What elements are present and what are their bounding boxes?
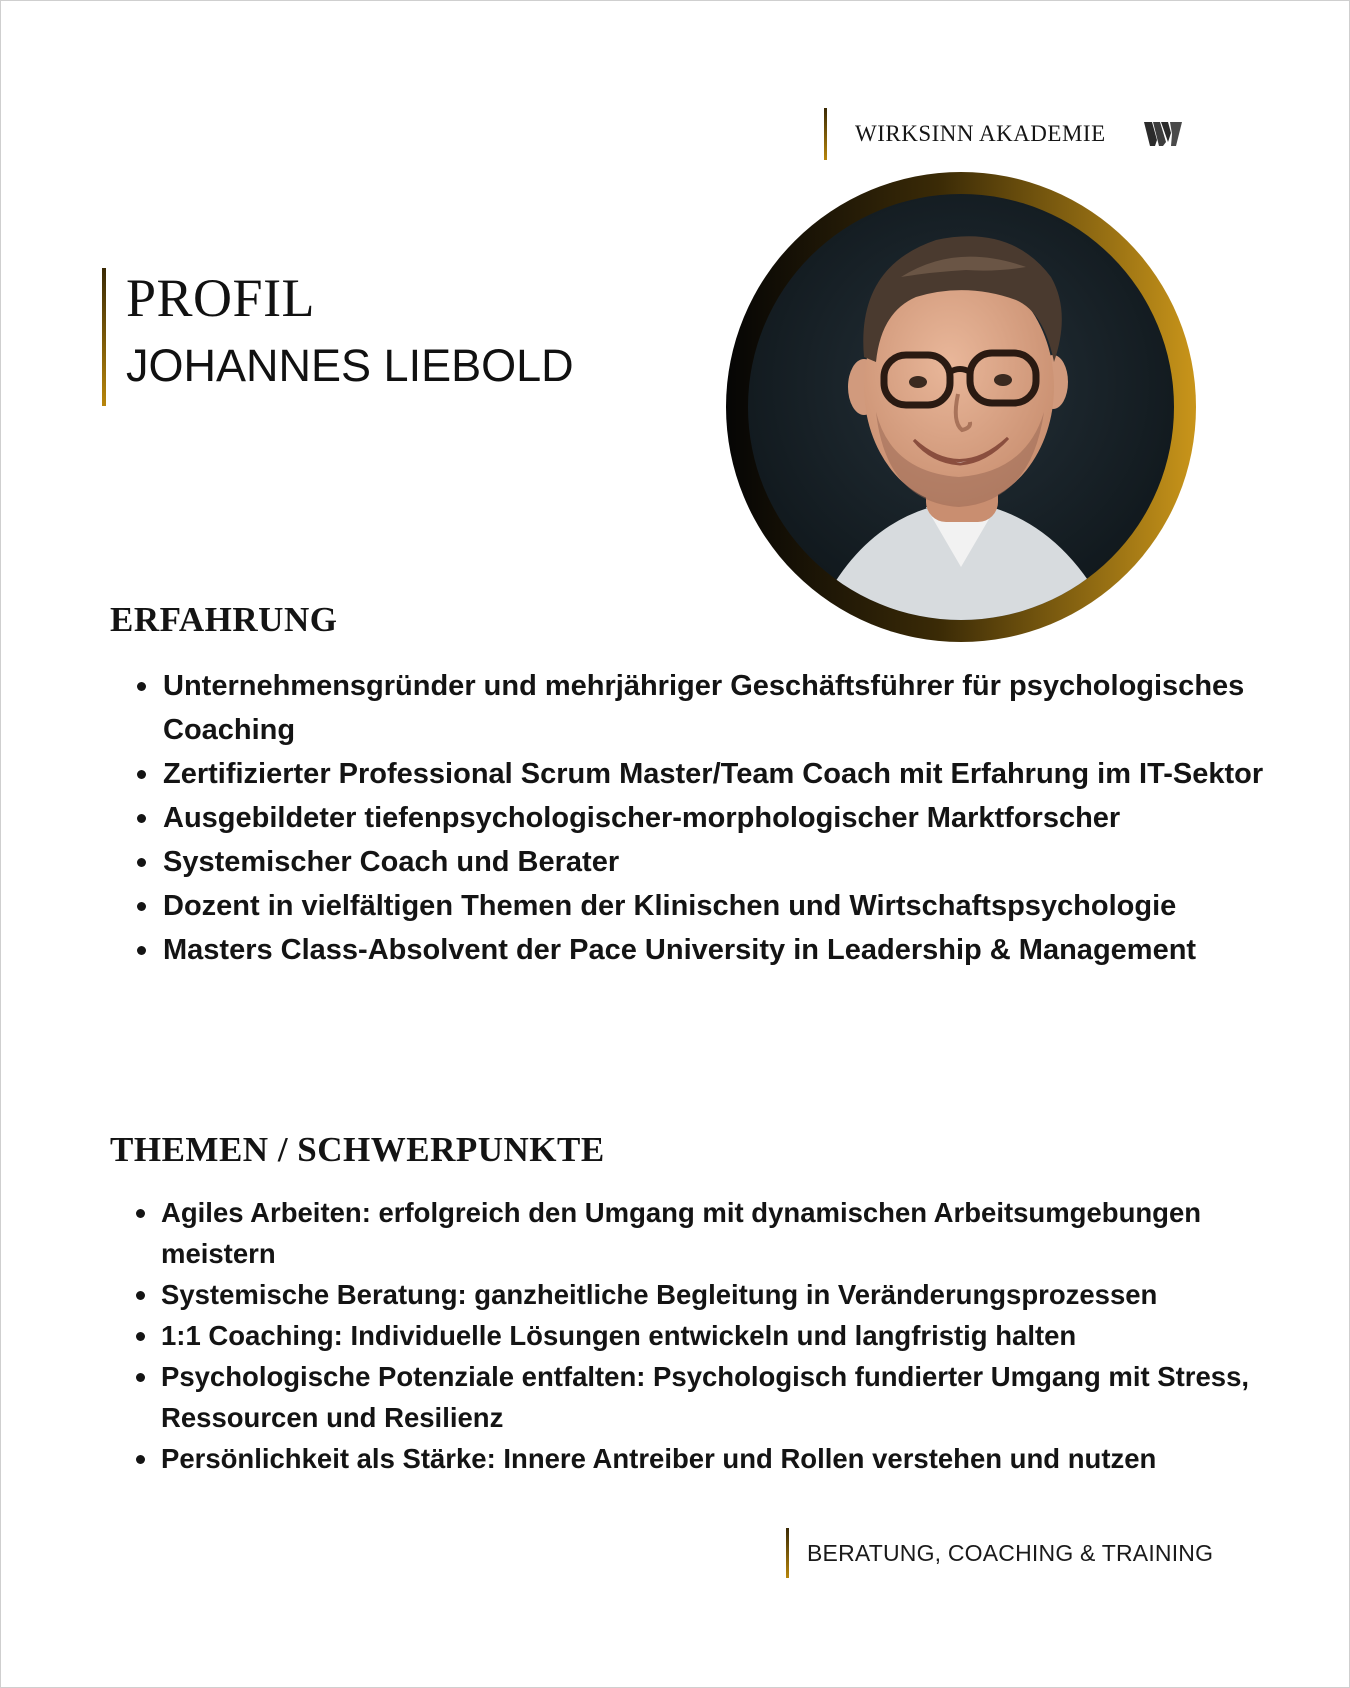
- themes-section: [110, 1130, 1270, 1479]
- list-item: Zertifizierter Professional Scrum Master/Team Coach mit Erfahrung im IT-Sektor: [163, 752, 1270, 796]
- page-title: PROFIL: [126, 268, 316, 328]
- portrait-photo: [726, 172, 1196, 642]
- title-block: [102, 268, 574, 406]
- themes-list: [110, 1192, 1270, 1479]
- experience-section: [110, 600, 1270, 972]
- list-item: Ausgebildeter tiefenpsychologischer-morphologischer Marktforscher: [163, 796, 1270, 840]
- list-item: Dozent in vielfältigen Themen der Klinischen und Wirtschaftspsychologie: [163, 884, 1270, 928]
- accent-bar: [824, 108, 827, 160]
- list-item: Unternehmensgründer und mehrjähriger Geschäftsführer für psychologisches Coaching: [163, 664, 1270, 752]
- footer-tagline-block: [786, 1528, 1213, 1578]
- list-item: Psychologische Potenziale entfalten: Psychologisch fundierter Umgang mit Stress, Ressourcen und Resilienz: [161, 1356, 1270, 1438]
- list-item: Systemische Beratung: ganzheitliche Begleitung in Veränderungsprozessen: [161, 1274, 1270, 1315]
- list-item: Agiles Arbeiten: erfolgreich den Umgang mit dynamischen Arbeitsumgebungen meistern: [161, 1192, 1270, 1274]
- experience-list: [110, 664, 1270, 972]
- brand-name: WIRKSINN AKADEMIE: [855, 121, 1106, 146]
- footer-tagline: BERATUNG, COACHING & TRAINING: [807, 1539, 1214, 1566]
- list-item: Persönlichkeit als Stärke: Innere Antreiber und Rollen verstehen und nutzen: [161, 1438, 1270, 1479]
- accent-bar: [786, 1528, 789, 1578]
- accent-bar: [102, 268, 106, 406]
- themes-heading: THEMEN / SCHWERPUNKTE: [110, 1130, 605, 1169]
- brand-header: [824, 108, 1182, 160]
- list-item: 1:1 Coaching: Individuelle Lösungen entwickeln und langfristig halten: [161, 1315, 1270, 1356]
- w-monogram-logo-icon: [1144, 120, 1182, 148]
- experience-heading: ERFAHRUNG: [110, 600, 338, 639]
- list-item: Systemischer Coach und Berater: [163, 840, 1270, 884]
- list-item: Masters Class-Absolvent der Pace University in Leadership & Management: [163, 928, 1270, 972]
- person-name: JOHANNES LIEBOLD: [126, 340, 574, 391]
